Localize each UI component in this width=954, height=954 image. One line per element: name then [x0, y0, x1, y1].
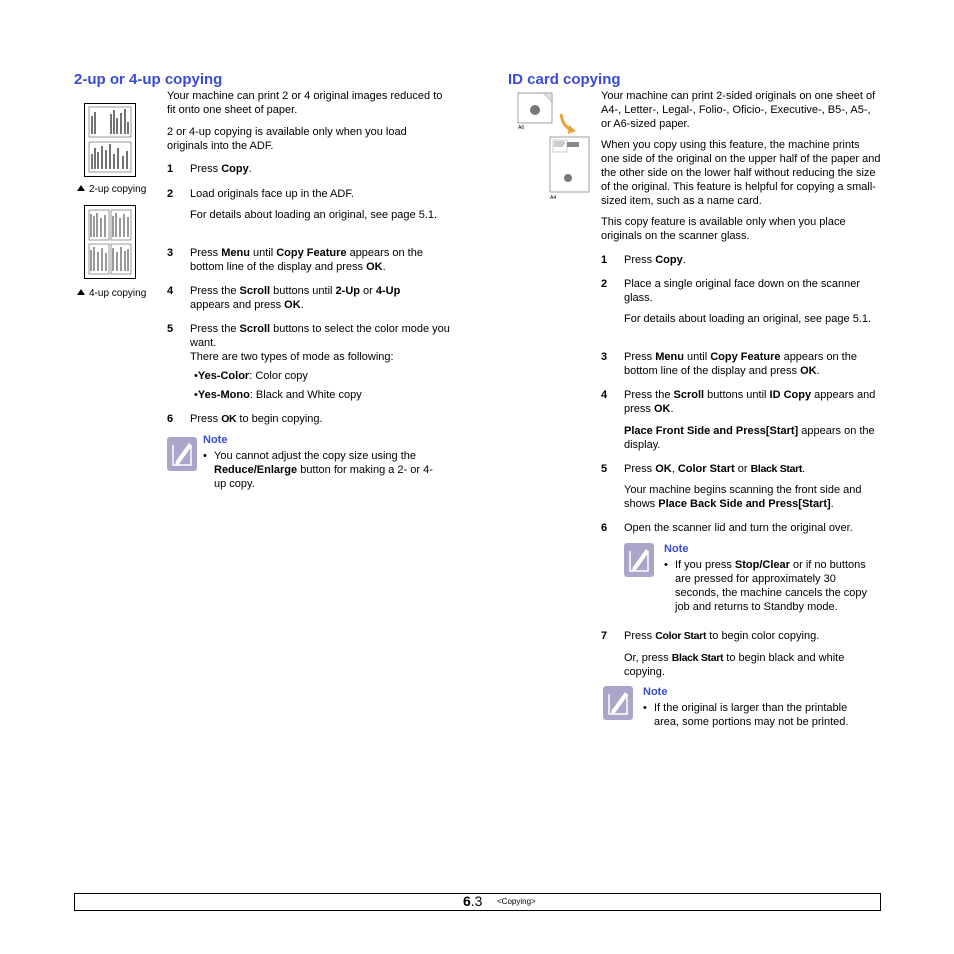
intro-paragraph: Your machine can print 2 or 4 original images reduced to fit onto one sheet of paper. — [167, 90, 443, 116]
step-text: Press the Scroll buttons to select the color mode you want. There are two types of mode as following: — [190, 323, 450, 363]
note-icon — [624, 543, 654, 577]
note-title: Note — [643, 686, 668, 698]
step-number: 1 — [167, 163, 174, 175]
step-number: 2 — [601, 278, 608, 290]
note-icon — [603, 686, 633, 720]
step-text: Press Copy. — [624, 254, 686, 266]
triangle-up-icon — [77, 289, 85, 295]
step-text: Press OK to begin copying. — [190, 413, 323, 425]
step-text: Press Menu until Copy Feature appears on the bottom line of the display and press OK. — [190, 247, 423, 273]
id-card-illustration — [515, 92, 590, 204]
step-number: 4 — [601, 389, 608, 401]
note-title: Note — [664, 543, 689, 555]
note-text: • If the original is larger than the printable area, some portions may not be printed. — [643, 702, 849, 728]
intro-paragraph: Your machine can print 2-sided originals on one sheet of A4-, Letter-, Legal-, Folio-, Oficio-, Executive-, B5-, A5-, or A6-sized paper. — [601, 90, 876, 130]
step-number: 1 — [601, 254, 608, 266]
step-number: 5 — [167, 323, 174, 335]
step-text: Press OK, Color Start or Black Start. — [624, 463, 806, 475]
a6-label: A6 — [518, 125, 525, 131]
step-text: Press Copy. — [190, 163, 252, 175]
step-number: 2 — [167, 188, 174, 200]
caption-2up: 2-up copying — [77, 184, 146, 196]
step-number: 4 — [167, 285, 174, 297]
page-footer — [74, 893, 881, 911]
note-text: • If you press Stop/Clear or if no buttons are pressed for approximately 30 seconds, the machine cancels the copy job and returns to Standby mode. — [664, 559, 868, 613]
step-subtext: For details about loading an original, see page 5.1. — [624, 313, 872, 325]
triangle-up-icon — [77, 185, 85, 191]
2up-illustration — [84, 103, 136, 177]
section-label: <Copying> — [497, 897, 536, 906]
step-text: Press Menu until Copy Feature appears on the bottom line of the display and press OK. — [624, 351, 857, 377]
intro-paragraph-2: When you copy using this feature, the machine prints one side of the original on the upper half of the paper and the other side on the lower half without reducing the size of the original. This feature is helpful for copying a small-sized item, such as a name card. — [601, 139, 881, 207]
step-text: Press the Scroll buttons until ID Copy appears and press OK. — [624, 389, 876, 415]
mode-option-color: •Yes-Color: Color copy — [194, 370, 308, 382]
step-number: 3 — [167, 247, 174, 259]
step-number: 5 — [601, 463, 608, 475]
page-number: 6.3 — [463, 893, 483, 909]
step-subtext: Your machine begins scanning the front side and shows Place Back Side and Press[Start]. — [624, 484, 862, 510]
section-heading-2up-4up: 2-up or 4-up copying — [74, 71, 223, 88]
step-text: Place a single original face down on the scanner glass. — [624, 278, 861, 304]
step-subtext: For details about loading an original, see page 5.1. — [190, 209, 438, 221]
step-subtext: Or, press Black Start to begin black and white copying. — [624, 652, 845, 678]
4up-illustration — [84, 205, 136, 279]
step-text: Load originals face up in the ADF. — [190, 188, 354, 200]
caption-4up: 4-up copying — [77, 288, 146, 300]
a4-label: A4 — [550, 195, 557, 201]
step-number: 7 — [601, 630, 608, 642]
step-number: 3 — [601, 351, 608, 363]
mode-option-mono: •Yes-Mono: Black and White copy — [194, 389, 362, 401]
step-text: Press Color Start to begin color copying. — [624, 630, 820, 642]
section-heading-id-card: ID card copying — [508, 71, 621, 88]
intro-paragraph-3: This copy feature is available only when you place originals on the scanner glass. — [601, 216, 846, 242]
note-icon — [167, 437, 197, 471]
note-title: Note — [203, 434, 228, 446]
note-text: • You cannot adjust the copy size using the Reduce/Enlarge button for making a 2- or 4-up copy. — [203, 450, 433, 490]
intro-paragraph-2: 2 or 4-up copying is available only when you load originals into the ADF. — [167, 126, 407, 152]
step-text: Open the scanner lid and turn the original over. — [624, 522, 853, 534]
step-number: 6 — [601, 522, 608, 534]
step-subtext: Place Front Side and Press[Start] appears on the display. — [624, 425, 875, 451]
step-number: 6 — [167, 413, 174, 425]
step-text: Press the Scroll buttons until 2-Up or 4-Up appears and press OK. — [190, 285, 401, 311]
